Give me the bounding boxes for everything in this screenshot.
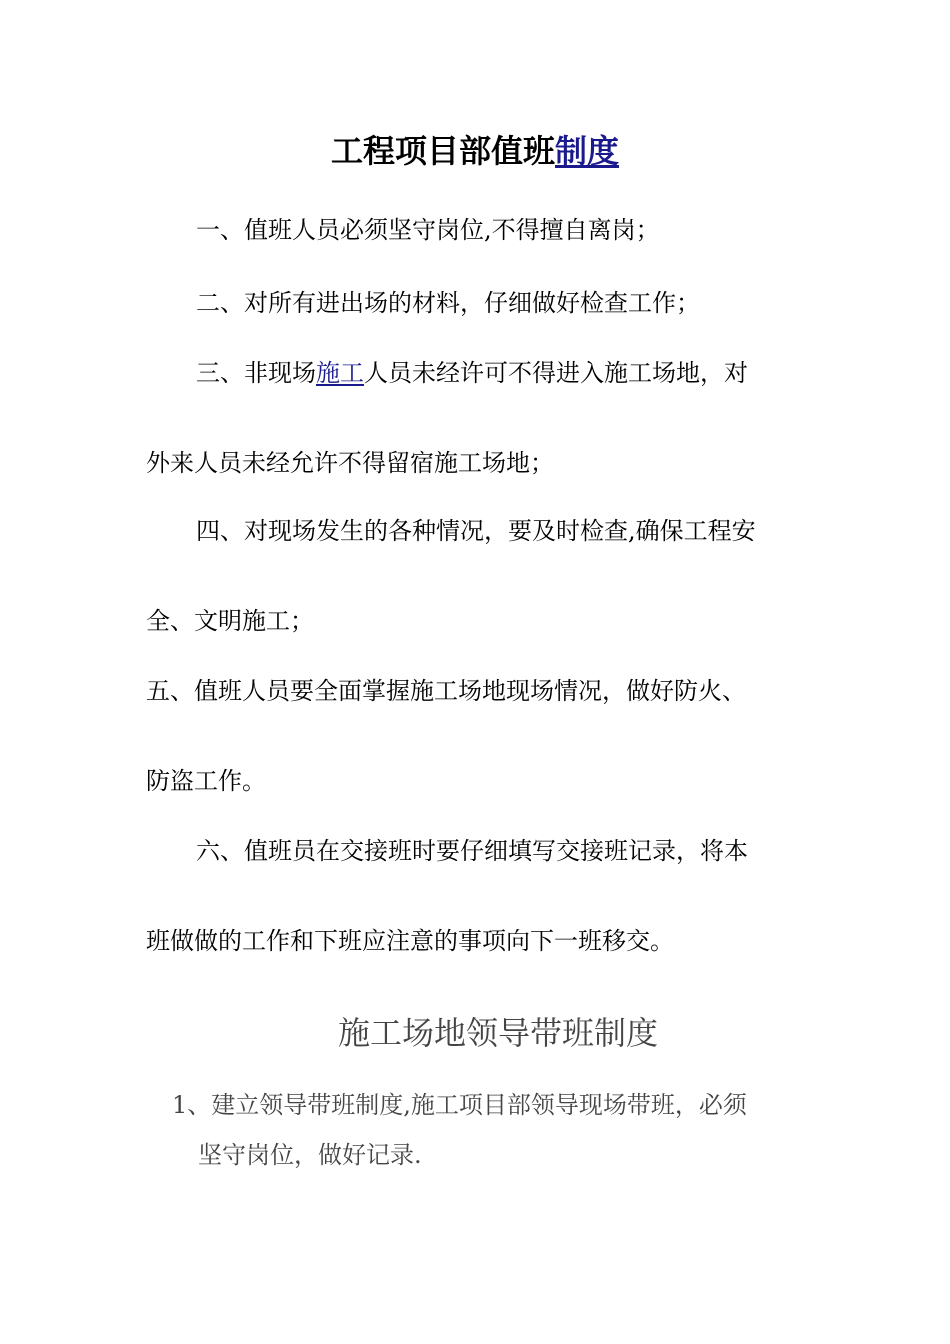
construction-link[interactable]: 施工 <box>316 359 364 387</box>
paragraph-3 <box>196 358 748 388</box>
paragraph-5-continued: 防盗工作。 <box>146 767 266 795</box>
title-main: 工程项目部值班 <box>330 132 555 170</box>
paragraph-6-continued: 班做做的工作和下班应注意的事项向下一班移交。 <box>146 927 674 955</box>
paragraph-3-suffix: 人员未经许可不得进入施工场地，对 <box>364 359 748 387</box>
paragraph-4: 四、对现场发生的各种情况，要及时检查,确保工程安 <box>196 517 756 545</box>
section-2-item-1: 1、建立领导带班制度,施工项目部领导现场带班，必须 <box>172 1091 747 1119</box>
page-title <box>0 131 950 171</box>
paragraph-6: 六、值班员在交接班时要仔细填写交接班记录，将本 <box>196 837 748 865</box>
section-2-item-1-continued: 坚守岗位，做好记录. <box>198 1141 422 1169</box>
section-2-title: 施工场地领导带班制度 <box>338 1014 659 1052</box>
paragraph-2: 二、对所有进出场的材料，仔细做好检查工作； <box>196 289 700 317</box>
paragraph-5: 五、值班人员要全面掌握施工场地现场情况，做好防火、 <box>146 677 746 705</box>
paragraph-1: 一、值班人员必须坚守岗位,不得擅自离岗； <box>196 216 660 244</box>
paragraph-4-continued: 全、文明施工； <box>146 607 314 635</box>
title-link[interactable]: 制度 <box>555 132 620 170</box>
paragraph-3-continued: 外来人员未经允许不得留宿施工场地； <box>146 449 554 477</box>
paragraph-3-prefix: 三、非现场 <box>196 359 316 387</box>
